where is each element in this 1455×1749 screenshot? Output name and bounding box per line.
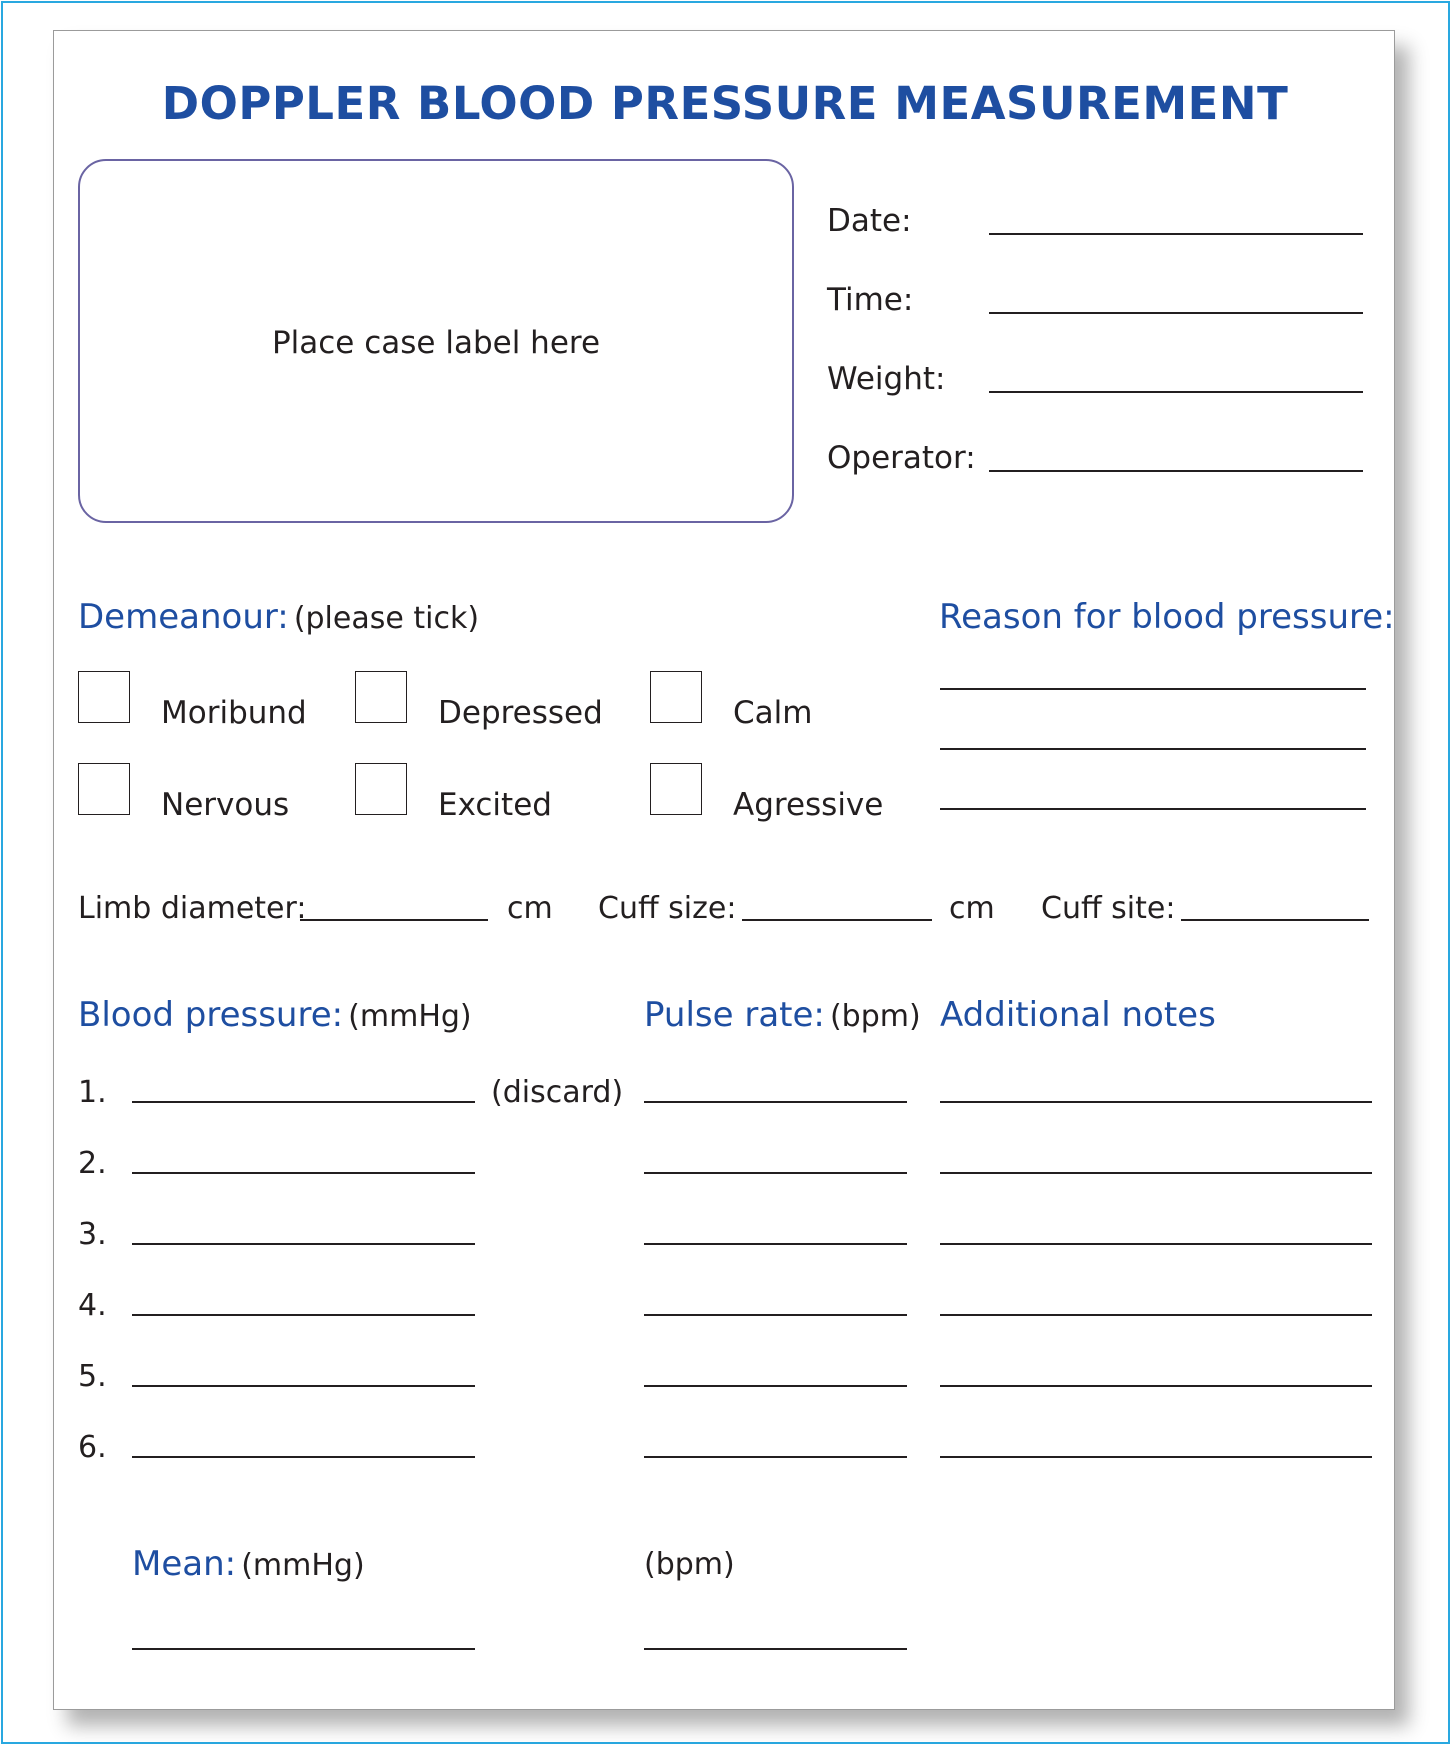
form-title: DOPPLER BLOOD PRESSURE MEASUREMENT	[161, 77, 1289, 130]
demeanour-note: (please tick)	[293, 601, 480, 636]
notes-line-3[interactable]	[940, 1243, 1372, 1245]
date-label: Date:	[827, 203, 912, 239]
bp-row-number: 2.	[78, 1146, 107, 1181]
pulse-field-6[interactable]	[644, 1456, 907, 1458]
pulse-field-4[interactable]	[644, 1314, 907, 1316]
mean-bp-unit: (mmHg)	[241, 1548, 365, 1583]
blood-pressure-heading: Blood pressure:	[78, 995, 344, 1035]
blood-pressure-section-title	[78, 995, 472, 1035]
reason-heading: Reason for blood pressure:	[939, 597, 1395, 637]
reason-line-3[interactable]	[940, 808, 1366, 810]
bp-field-3[interactable]	[132, 1243, 475, 1245]
pulse-rate-section-title	[644, 995, 921, 1035]
limb-diameter-field[interactable]	[300, 919, 488, 921]
reason-line-1[interactable]	[940, 688, 1366, 690]
checkbox-moribund[interactable]	[78, 671, 130, 723]
demeanour-heading: Demeanour:	[78, 597, 289, 637]
weight-label: Weight:	[827, 361, 946, 397]
form-sheet	[53, 30, 1395, 1710]
checkbox-agressive[interactable]	[650, 763, 702, 815]
mean-bp-field[interactable]	[132, 1648, 475, 1650]
bp-row-number: 6.	[78, 1430, 107, 1465]
blood-pressure-unit: (mmHg)	[348, 999, 472, 1034]
pulse-field-2[interactable]	[644, 1172, 907, 1174]
date-field[interactable]	[989, 233, 1363, 235]
additional-notes-heading: Additional notes	[940, 995, 1216, 1035]
bp-field-6[interactable]	[132, 1456, 475, 1458]
bp-field-4[interactable]	[132, 1314, 475, 1316]
bp-field-2[interactable]	[132, 1172, 475, 1174]
option-label-moribund: Moribund	[161, 695, 307, 731]
mean-heading: Mean:	[132, 1544, 237, 1584]
cuff-size-label: Cuff size:	[598, 891, 737, 926]
option-label-calm: Calm	[733, 695, 813, 731]
option-label-agressive: Agressive	[733, 787, 884, 823]
pulse-field-1[interactable]	[644, 1101, 907, 1103]
bp-row-number: 1.	[78, 1075, 107, 1110]
checkbox-depressed[interactable]	[355, 671, 407, 723]
discard-note: (discard)	[491, 1075, 624, 1110]
cuff-size-field[interactable]	[742, 919, 932, 921]
notes-line-4[interactable]	[940, 1314, 1372, 1316]
demeanour-section-title	[78, 597, 479, 637]
checkbox-nervous[interactable]	[78, 763, 130, 815]
mean-pulse-unit: (bpm)	[644, 1547, 735, 1582]
weight-field[interactable]	[989, 391, 1363, 393]
cuff-site-label: Cuff site:	[1041, 891, 1176, 926]
case-label-placeholder: Place case label here	[271, 325, 601, 361]
case-label-area[interactable]	[78, 159, 794, 523]
checkbox-calm[interactable]	[650, 671, 702, 723]
notes-line-5[interactable]	[940, 1385, 1372, 1387]
reason-line-2[interactable]	[940, 748, 1366, 750]
checkbox-excited[interactable]	[355, 763, 407, 815]
pulse-field-3[interactable]	[644, 1243, 907, 1245]
notes-line-2[interactable]	[940, 1172, 1372, 1174]
bp-field-5[interactable]	[132, 1385, 475, 1387]
bp-field-1[interactable]	[132, 1101, 475, 1103]
mean-pulse-field[interactable]	[644, 1648, 907, 1650]
operator-label: Operator:	[827, 440, 976, 476]
time-label: Time:	[827, 282, 914, 318]
bp-row-number: 4.	[78, 1288, 107, 1323]
notes-line-1[interactable]	[940, 1101, 1372, 1103]
pulse-rate-heading: Pulse rate:	[644, 995, 825, 1035]
pulse-field-5[interactable]	[644, 1385, 907, 1387]
time-field[interactable]	[989, 312, 1363, 314]
limb-diameter-unit: cm	[507, 891, 553, 926]
operator-field[interactable]	[989, 470, 1363, 472]
bp-row-number: 5.	[78, 1359, 107, 1394]
option-label-nervous: Nervous	[161, 787, 290, 823]
option-label-excited: Excited	[438, 787, 552, 823]
cuff-site-field[interactable]	[1181, 919, 1369, 921]
bp-row-number: 3.	[78, 1217, 107, 1252]
limb-diameter-label: Limb diameter:	[78, 891, 307, 926]
pulse-rate-unit: (bpm)	[829, 999, 921, 1034]
option-label-depressed: Depressed	[438, 695, 603, 731]
notes-line-6[interactable]	[940, 1456, 1372, 1458]
cuff-size-unit: cm	[949, 891, 995, 926]
mean-section-title	[132, 1544, 365, 1584]
